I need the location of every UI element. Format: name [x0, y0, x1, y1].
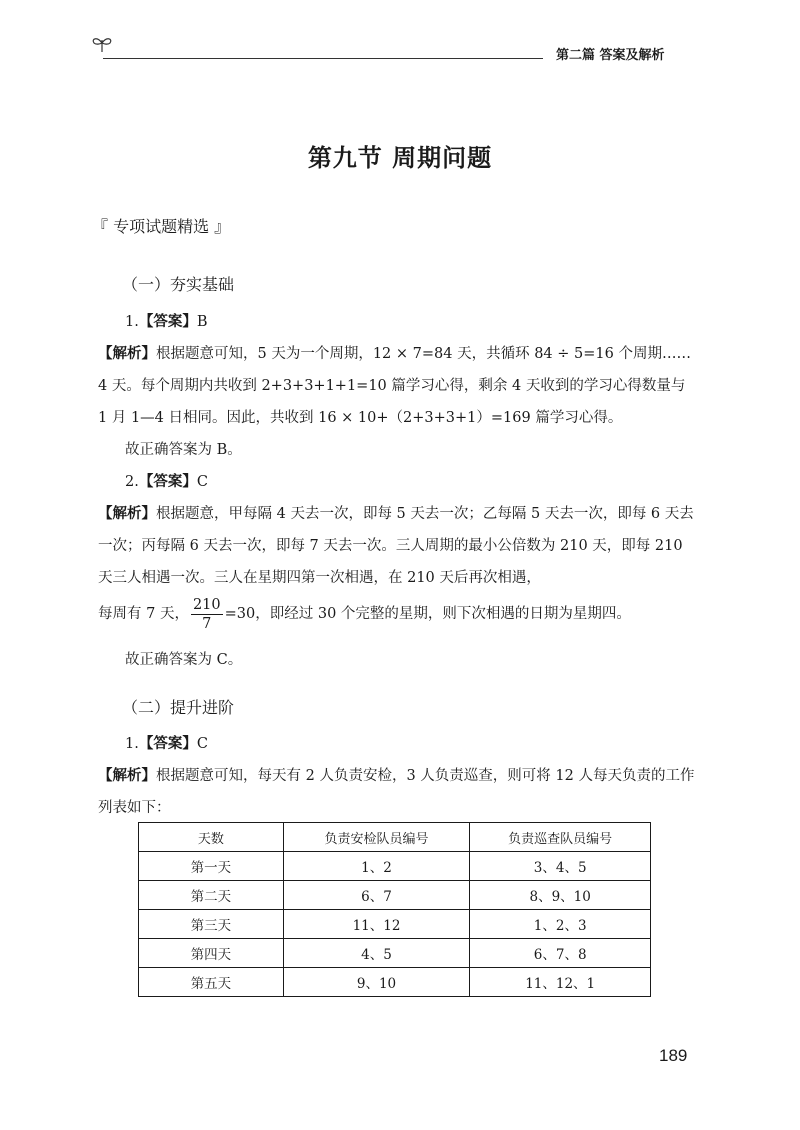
q2-analysis-text: 根据题意，甲每隔 4 天去一次，即每 5 天去一次；乙每隔 5 天去一次，即每 6 天去一次；丙每隔 6 天去一次，即每 7 天去一次。三人周期的最小公倍数为 210 天，即每 210 天三人相遇一次。三人在星期四第一次相遇，在 210 天后再次相遇，	[98, 506, 694, 586]
page-title: 第九节 周期问题	[307, 144, 493, 172]
column-header: 负责安检队员编号	[283, 823, 470, 852]
answer-label: 【答案】	[138, 736, 197, 752]
table-row	[139, 939, 651, 968]
table-cell: 第二天	[139, 881, 284, 910]
q2-num: 2.	[125, 474, 139, 490]
table-cell: 第一天	[139, 852, 284, 881]
analysis-label: 【解析】	[98, 506, 156, 522]
sprout-icon	[90, 34, 114, 54]
q1-answer-value: B	[196, 314, 208, 330]
q2-line-prefix: 每周有 7 天，	[98, 606, 189, 622]
table-cell: 1、2	[283, 852, 470, 881]
q2-conclusion: 故正确答案为 C。	[125, 652, 243, 668]
fraction	[191, 596, 223, 633]
table-header-row	[139, 823, 651, 852]
table-row	[139, 881, 651, 910]
q1-analysis-text: 根据题意可知，5 天为一个周期，12 × 7=84 天，共循环 84 ÷ 5=16 个周期……4 天。每个周期内共收到 2+3+3+1+1=10 篇学习心得，剩余 4 天收到的学习心得数量与 1 月 1—4 日相同。因此，共收到 16 × 10+（2+3+3+1）=169 篇学习心得。	[98, 346, 691, 426]
q1-analysis	[98, 338, 696, 434]
p2q1-num: 1.	[125, 736, 139, 752]
table-cell: 6、7、8	[470, 939, 651, 968]
table-cell: 第三天	[139, 910, 284, 939]
q1-answer	[125, 306, 695, 338]
fraction-numerator: 210	[192, 596, 221, 613]
analysis-label: 【解析】	[98, 346, 156, 362]
duty-roster-table	[138, 822, 651, 997]
q1-conclusion: 故正确答案为 B。	[125, 442, 242, 458]
table-cell: 11、12	[283, 910, 470, 939]
table-cell: 4、5	[283, 939, 470, 968]
q2-fraction-line	[98, 594, 696, 634]
table-cell: 3、4、5	[470, 852, 651, 881]
fraction-denominator: 7	[202, 615, 212, 632]
table-cell: 9、10	[283, 968, 470, 997]
answer-label: 【答案】	[138, 474, 197, 490]
section-tag: 『 专项试题精选 』	[92, 217, 231, 236]
answer-label: 【答案】	[138, 314, 197, 330]
part1-heading: （一）夯实基础	[122, 275, 235, 294]
p2q1-answer-value: C	[196, 736, 208, 752]
table-cell: 1、2、3	[470, 910, 651, 939]
analysis-label: 【解析】	[98, 768, 156, 784]
table-cell: 8、9、10	[470, 881, 651, 910]
table-cell: 第四天	[139, 939, 284, 968]
table-row	[139, 910, 651, 939]
table-cell: 6、7	[283, 881, 470, 910]
p2q1-answer	[125, 728, 695, 760]
p2q1-analysis	[98, 760, 696, 824]
running-head: 第二篇 答案及解析	[556, 48, 665, 63]
table-row	[139, 968, 651, 997]
q2-analysis	[98, 498, 696, 594]
q2-answer-value: C	[196, 474, 208, 490]
header-rule	[103, 58, 543, 59]
part2-heading: （二）提升进阶	[122, 698, 235, 717]
column-header: 天数	[139, 823, 284, 852]
table-cell: 第五天	[139, 968, 284, 997]
column-header: 负责巡查队员编号	[470, 823, 651, 852]
q2-line-suffix: =30，即经过 30 个完整的星期，则下次相遇的日期为星期四。	[224, 606, 631, 622]
q1-num: 1.	[125, 314, 139, 330]
table-row	[139, 852, 651, 881]
q2-answer	[125, 466, 695, 498]
p2q1-analysis-text: 根据题意可知，每天有 2 人负责安检，3 人负责巡查，则可将 12 人每天负责的工作列表如下：	[98, 768, 695, 816]
page-number: 189	[659, 1046, 688, 1065]
table-cell: 11、12、1	[470, 968, 651, 997]
